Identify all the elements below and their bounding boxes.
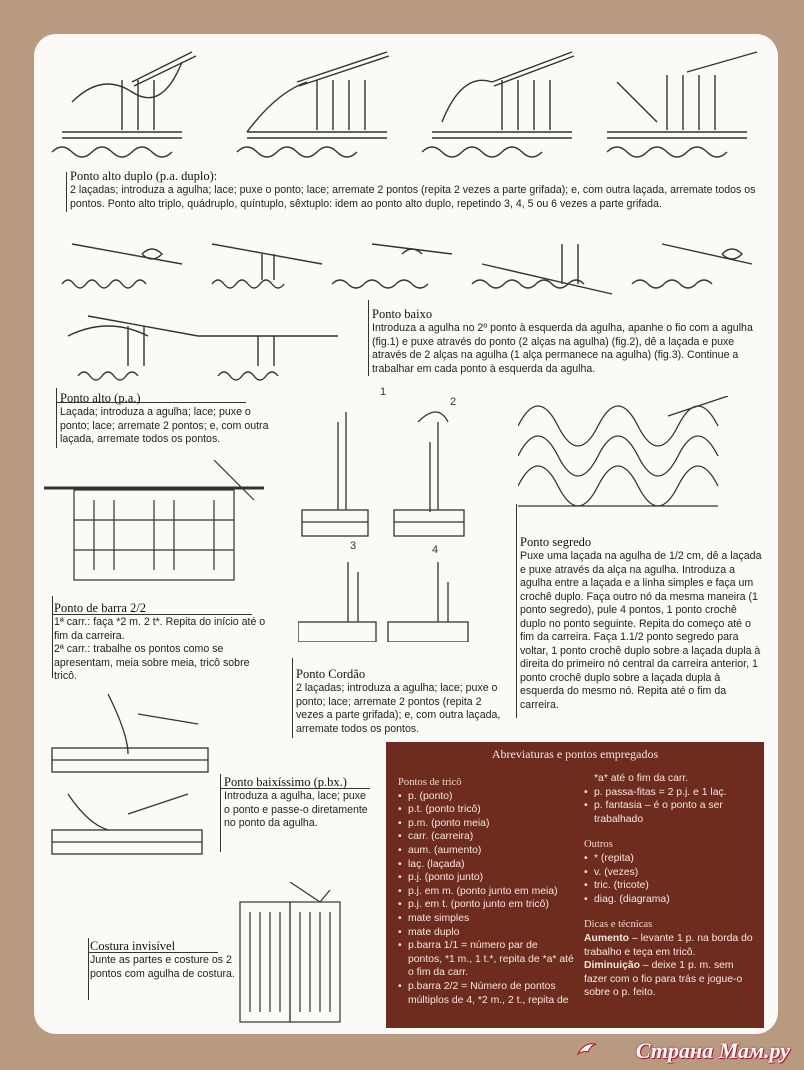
list-item: • tric. (tricote) [584, 879, 758, 893]
list-item: • mate duplo [398, 926, 574, 940]
list-item: • * (repita) [584, 852, 758, 866]
ponto-barra-illustration [44, 460, 264, 590]
outros-list [584, 852, 758, 906]
list-item: • carr. (carreira) [398, 830, 574, 844]
instruction-page [34, 34, 778, 1034]
list-item: • p.t. (ponto tricô) [398, 803, 574, 817]
cordao-text: 2 laçadas; introduza a agulha; lace; puxe o ponto; lace; arremate 2 pontos (repita 2 vezes a parte grifada); e, com outra laçada, arremate todos os pontos. [296, 682, 501, 735]
barra-title: Ponto de barra 2/2 [54, 601, 146, 615]
alto-duplo-title: Ponto alto duplo (p.a. duplo): [70, 169, 218, 183]
abbreviations-header: Abreviaturas e pontos empregados [491, 747, 659, 761]
dicas-heading: Dicas e técnicas [584, 919, 653, 931]
figures-1-4-illustration [298, 402, 478, 642]
costura-title: Costura invisível [90, 939, 176, 953]
baixissimo-text: Introduza a agulha, lace; puxe o ponto e passe-o diretamente no ponto da agulha. [224, 790, 368, 829]
list-item: • p.m. (ponto meia) [398, 817, 574, 831]
list-item: • p.j. (ponto junto) [398, 871, 574, 885]
figure-number: 2 [450, 396, 457, 408]
baixissimo-title: Ponto baixíssimo (p.bx.) [224, 775, 347, 789]
list-item: • diag. (diagrama) [584, 893, 758, 907]
trico-list [398, 790, 574, 1008]
list-item: • p.barra 1/1 = número par de pontos, *1 m., 1 t.*, repita de *a* até o fim da carr. [398, 939, 574, 980]
figure-number: 1 [380, 386, 387, 398]
watermark-bird-icon [576, 1040, 598, 1058]
segredo-text: Puxe uma laçada na agulha de 1/2 cm, dê a laçada e puxe através da alça na agulha. Introduza a agulha entre a laçada e a linha simples e faça um crochê duplo. Faça outro nó da mesma maneira (1 ponto segredo), pule 4 pontos, 1 ponto crochê duplo no ponto seguinte. Repita do começo até o fim da carreira. Faça 1.1/2 ponto segredo para voltar, 1 ponto crochê duplo sobre a laçada dupla à direita do primeiro nó central da carreira anterior, 1 ponto crochê duplo sobre a laçada dupla à esquerda do mesmo nó. Repita até o fim da carreira. [520, 550, 762, 711]
list-item: • mate simples [398, 912, 574, 926]
ponto-segredo-illustration [518, 396, 738, 516]
list-item: *a* até o fim da carr. [594, 773, 689, 784]
outros-heading: Outros [584, 839, 613, 851]
dica-aumento [584, 932, 758, 959]
list-item: • p.barra 2/2 = Número de pontos múltiplos de 4, *2 m., 2 t., repita de [398, 980, 574, 1007]
baixissimo-illustration [48, 684, 228, 884]
list-item: • p. (ponto) [398, 790, 574, 804]
list-item: • p.j. em m. (ponto junto em meia) [398, 885, 574, 899]
baixo-text: Introduza a agulha no 2º ponto à esquerda da agulha, apanhe o fio com a agulha (fig.1) e puxe através do ponto (2 alças na agulha) (fig.2), dê a laçada e puxe através de 2 alças na agulha (1 alça permanece na agulha) (fig.3). Continue a trabalhar em cada ponto à esquerda da agulha. [372, 322, 753, 375]
trico-list-cont [584, 772, 758, 826]
alto-duplo-illustrations [42, 42, 762, 166]
ponto-baixo-illustrations [42, 224, 762, 304]
list-item: • p. fantasia – é o ponto a ser trabalhado [584, 799, 758, 826]
baixo-title: Ponto baixo [372, 307, 433, 321]
dica-term: Aumento [584, 932, 630, 944]
list-item: • aum. (aumento) [398, 844, 574, 858]
trico-heading: Pontos de tricô [398, 777, 462, 788]
dica-text: – levante 1 p. na borda do trabalho e teça em tricô. [584, 932, 753, 958]
ponto-alto-illustrations [48, 306, 358, 386]
list-item: • p. passa-fitas = 2 p.j. e 1 laç. [584, 786, 758, 800]
alto-title: Ponto alto (p.a.) [60, 391, 141, 405]
figure-number: 3 [350, 540, 357, 552]
costura-text: Junte as partes e costure os 2 pontos com agulha de costura. [90, 954, 235, 980]
costura-illustration [230, 882, 360, 1032]
dica-text: – deixe 1 p. m. sem fazer com o fio para trás e jogue-o sobre o p. feito. [584, 960, 743, 999]
barra-line2: 2ª carr.: trabalhe os pontos como se apresentam, meia sobre meia, tricô sobre tricô. [54, 643, 250, 682]
figure-number: 4 [432, 544, 439, 556]
list-item: • p.j. em t. (ponto junto em tricô) [398, 898, 574, 912]
list-item: • v. (vezes) [584, 866, 758, 880]
segredo-title: Ponto segredo [520, 535, 592, 549]
dica-term: Diminuição [584, 960, 641, 972]
cordao-title: Ponto Cordão [296, 667, 366, 681]
alto-duplo-text: 2 laçadas; introduza a agulha; lace; puxe o ponto; lace; arremate 2 pontos (repita 2 vezes a parte grifada); e, com outra laçada, arremate todos os pontos. Ponto alto triplo, quádruplo, quíntuplo, sêxtuplo: idem ao ponto alto duplo, repetindo 3, 4, 5 ou 6 vezes a parte grifada. [70, 184, 756, 210]
alto-text: Laçada; introduza a agulha; lace; puxe o ponto; lace; arremate 2 pontos; e, com outra laçada, arremate todos os pontos. [60, 406, 269, 445]
list-item: • laç. (laçada) [398, 858, 574, 872]
dica-diminuicao [584, 959, 758, 1000]
barra-line1: 1ª carr.: faça *2 m. 2 t*. Repita do início até o fim da carreira. [54, 616, 266, 642]
abbreviations-box [386, 742, 764, 1028]
watermark: Страна Мам.ру [635, 1038, 790, 1063]
